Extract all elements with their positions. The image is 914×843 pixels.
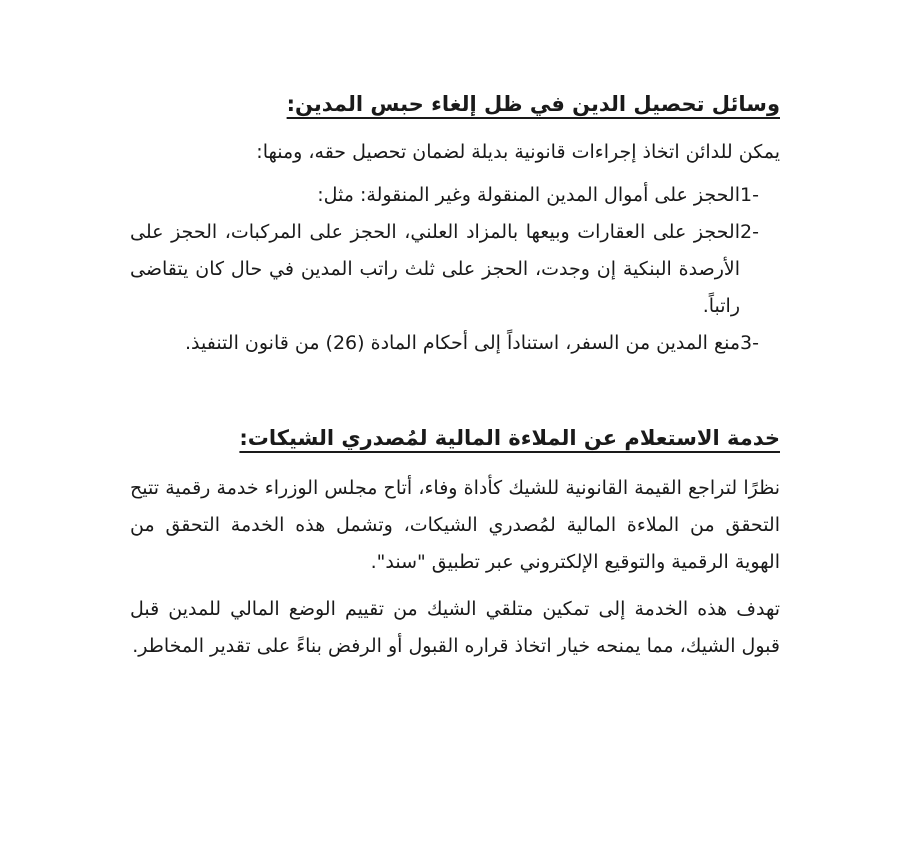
section-cheque-solvency-service bbox=[130, 420, 780, 665]
section-intro: يمكن للدائن اتخاذ إجراءات قانونية بديلة لضمان تحصيل حقه، ومنها: bbox=[256, 141, 780, 163]
document-page bbox=[130, 86, 780, 665]
list-item bbox=[130, 177, 780, 214]
section-debt-collection bbox=[130, 86, 780, 362]
list-item-text: الحجز على العقارات وبيعها بالمزاد العلني، الحجز على المركبات، الحجز على الأرصدة البنكية إن وجدت، الحجز على ثلث راتب المدين في حال كان يتقاضى راتباً. bbox=[130, 221, 740, 317]
list-item bbox=[130, 325, 780, 362]
list-item-number: 3- bbox=[740, 332, 759, 354]
section-heading-debt-collection: وسائل تحصيل الدين في ظل إلغاء حبس المدين: bbox=[286, 92, 780, 116]
list-item-text: منع المدين من السفر، استناداً إلى أحكام المادة (26) من قانون التنفيذ. bbox=[184, 332, 740, 354]
numbered-list bbox=[130, 177, 780, 362]
paragraph: تهدف هذه الخدمة إلى تمكين متلقي الشيك من تقييم الوضع المالي للمدين قبل قبول الشيك، مما يمنحه خيار اتخاذ قراره القبول أو الرفض بناءً على تقدير المخاطر. bbox=[130, 598, 780, 657]
paragraph: نظرًا لتراجع القيمة القانونية للشيك كأداة وفاء، أتاح مجلس الوزراء خدمة رقمية تتيح التحقق من الملاءة المالية لمُصدري الشيكات، وتشمل هذه الخدمة التحقق من الهوية الرقمية والتوقيع الإلكتروني عبر تطبيق "سند". bbox=[130, 477, 780, 573]
list-item-number: 1- bbox=[740, 184, 759, 206]
section-heading-cheque-solvency: خدمة الاستعلام عن الملاءة المالية لمُصدري الشيكات: bbox=[239, 426, 780, 450]
list-item-text: الحجز على أموال المدين المنقولة وغير المنقولة: مثل: bbox=[317, 184, 740, 206]
list-item-number: 2- bbox=[740, 221, 759, 243]
list-item bbox=[130, 214, 780, 325]
